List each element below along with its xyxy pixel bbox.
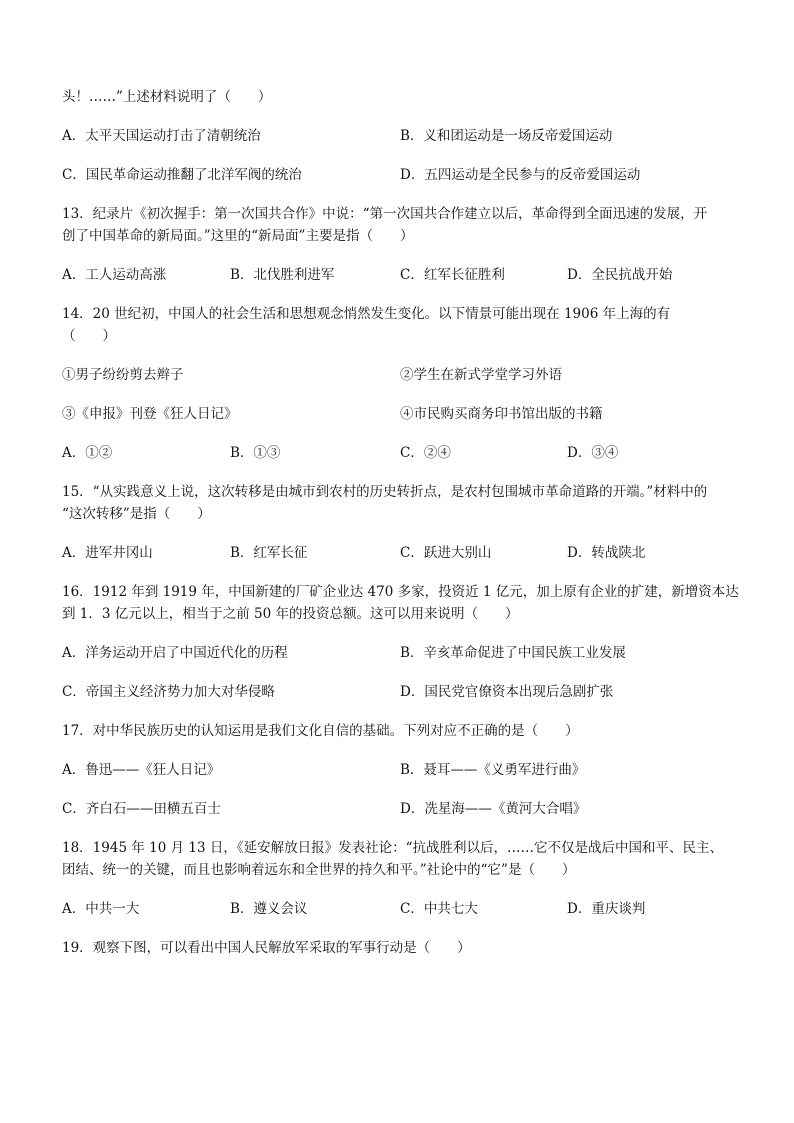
q12-options-row-1 <box>62 125 742 147</box>
stem-line: 13．纪录片《初次握手：第一次国共合作》中说：“第一次国共合作建立以后，革命得到全面迅速的发展，开 <box>62 206 708 222</box>
stem-line: 17．对中华民族历史的认知运用是我们文化自信的基础。下列对应不正确的是（ ） <box>62 723 579 739</box>
q14-option-a[interactable]: A．①② <box>62 445 113 461</box>
stem-line: 16．1912 年到 1919 年，中国新建的厂矿企业达 470 多家，投资近 1 亿元，加上原有企业的扩建，新增资本达 <box>62 584 739 600</box>
q14-option-b[interactable]: B．①③ <box>230 445 281 461</box>
stem-line: “这次转移”是指（ ） <box>62 506 211 522</box>
q13-stem <box>62 203 742 247</box>
q14-item-1: ①男子纷纷剪去辫子 <box>62 367 184 383</box>
q16-option-c[interactable]: C．帝国主义经济势力加大对华侵略 <box>62 684 275 700</box>
q15-option-c[interactable]: C．跃进大别山 <box>400 545 492 561</box>
stem-line: （ ） <box>62 328 116 344</box>
stem-line: 团结、统一的关键，而且也影响着远东和全世界的持久和平。”社论中的“它”是（ ） <box>62 862 576 878</box>
q13-option-d[interactable]: D．全民抗战开始 <box>567 267 673 283</box>
q13-option-b[interactable]: B．北伐胜利进军 <box>230 267 335 283</box>
q17-option-a[interactable]: A．鲁迅——《狂人日记》 <box>62 762 221 778</box>
q17-options-row-2 <box>62 798 742 820</box>
q18-option-d[interactable]: D．重庆谈判 <box>567 901 646 917</box>
exam-page <box>62 86 742 976</box>
q19-stem <box>62 937 742 959</box>
q16-options-row-1 <box>62 642 742 664</box>
q16-stem <box>62 581 742 625</box>
stem-line: 19．观察下图，可以看出中国人民解放军采取的军事行动是（ ） <box>62 940 471 956</box>
q14-item-2: ②学生在新式学堂学习外语 <box>400 367 562 383</box>
stem-line: 15．“从实践意义上说，这次转移是由城市到农村的历史转折点，是农村包围城市革命道路的开端。”材料中的 <box>62 484 708 500</box>
q13-options <box>62 264 742 286</box>
q18-option-b[interactable]: B．遵义会议 <box>230 901 308 917</box>
q15-option-d[interactable]: D．转战陕北 <box>567 545 646 561</box>
q18-options <box>62 898 742 920</box>
q14-items-row-2 <box>62 403 742 425</box>
q12-option-a[interactable]: A．太平天国运动打击了清朝统治 <box>62 128 261 144</box>
q15-stem <box>62 481 742 525</box>
q14-items-row-1 <box>62 364 742 386</box>
q14-option-c[interactable]: C．②④ <box>400 445 451 461</box>
stem-line: 创了中国革命的新局面。”这里的“新局面”主要是指（ ） <box>62 228 414 244</box>
q12-option-c[interactable]: C．国民革命运动推翻了北洋军阀的统治 <box>62 167 302 183</box>
q18-option-a[interactable]: A．中共一大 <box>62 901 140 917</box>
q16-option-a[interactable]: A．洋务运动开启了中国近代化的历程 <box>62 645 288 661</box>
q16-option-b[interactable]: B．辛亥革命促进了中国民族工业发展 <box>400 645 626 661</box>
q17-stem <box>62 720 742 742</box>
q16-options-row-2 <box>62 681 742 703</box>
q13-option-c[interactable]: C．红军长征胜利 <box>400 267 505 283</box>
stem-line: 18．1945 年 10 月 13 日，《延安解放日报》发表社论：“抗战胜利以后，……它不仅是战后中国和平、民主、 <box>62 840 723 856</box>
q14-options <box>62 442 742 464</box>
q12-options-row-2 <box>62 164 742 186</box>
q12-option-d[interactable]: D．五四运动是全民参与的反帝爱国运动 <box>400 167 641 183</box>
q13-option-a[interactable]: A．工人运动高涨 <box>62 267 167 283</box>
q18-option-c[interactable]: C．中共七大 <box>400 901 478 917</box>
q16-option-d[interactable]: D．国民党官僚资本出现后急剧扩张 <box>400 684 614 700</box>
q17-option-b[interactable]: B．聂耳——《义勇军进行曲》 <box>400 762 586 778</box>
q12-stem-end <box>62 86 742 108</box>
q17-option-d[interactable]: D．冼星海——《黄河大合唱》 <box>400 801 587 817</box>
q17-option-c[interactable]: C．齐白石——田横五百士 <box>62 801 221 817</box>
q15-option-b[interactable]: B．红军长征 <box>230 545 308 561</box>
q15-options <box>62 542 742 564</box>
q15-option-a[interactable]: A．进军井冈山 <box>62 545 153 561</box>
stem-line: 到 1．3 亿元以上，相当于之前 50 年的投资总额。这可以用来说明（ ） <box>62 606 519 622</box>
stem-line: 头！……”上述材料说明了（ ） <box>62 89 272 105</box>
q12-option-b[interactable]: B．义和团运动是一场反帝爱国运动 <box>400 128 613 144</box>
q17-options-row-1 <box>62 759 742 781</box>
q18-stem <box>62 837 742 881</box>
q14-option-d[interactable]: D．③④ <box>567 445 619 461</box>
q14-item-4: ④市民购买商务印书馆出版的书籍 <box>400 406 603 422</box>
stem-line: 14．20 世纪初，中国人的社会生活和思想观念悄然发生变化。以下情景可能出现在 1906 年上海的有 <box>62 306 671 322</box>
q14-stem <box>62 303 742 347</box>
q14-item-3: ③《申报》刊登《狂人日记》 <box>62 406 238 422</box>
